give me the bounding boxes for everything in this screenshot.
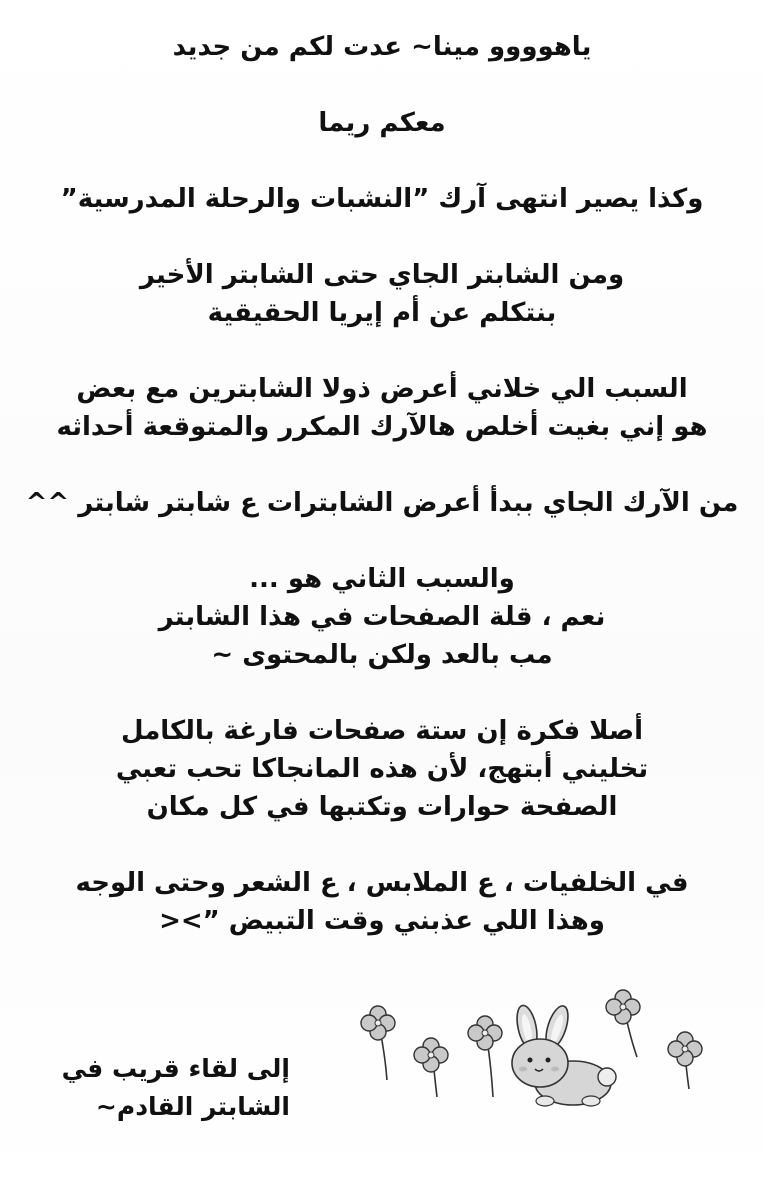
rabbit-clover-illustration <box>345 985 725 1125</box>
text-line: الصفحة حوارات وتكتبها في كل مكان <box>146 792 618 822</box>
clover-icon <box>361 1006 395 1080</box>
text-line: هو إني بغيت أخلص هالآرك المكرر والمتوقعة أحداثه <box>56 412 708 442</box>
text-line: أصلا فكرة إن ستة صفحات فارغة بالكامل <box>120 716 644 746</box>
message-body <box>0 28 764 940</box>
rabbit-icon <box>512 1003 616 1106</box>
text-line: وكذا يصير انتهى آرك ”النشبات والرحلة المدرسية” <box>60 184 704 214</box>
farewell-note <box>60 1050 290 1126</box>
text-line: وهذا اللي عذبني وقت التبيض ”>< <box>159 906 605 936</box>
text-line: ومن الشابتر الجاي حتى الشابتر الأخير <box>139 260 625 290</box>
text-line: ياهوووو مينا~ عدت لكم من جديد <box>172 32 592 62</box>
text-line: والسبب الثاني هو ... <box>249 564 515 594</box>
farewell-line: الشابتر القادم~ <box>95 1092 290 1121</box>
text-line: من الآرك الجاي ببدأ أعرض الشابترات ع شابتر شابتر ^^ <box>25 488 739 518</box>
clover-icon <box>668 1032 702 1089</box>
text-line: معكم ريما <box>318 108 446 138</box>
clover-icon <box>414 1038 448 1097</box>
clover-icon <box>468 1016 502 1097</box>
text-line: السبب الي خلاني أعرض ذولا الشابترين مع بعض <box>76 374 688 404</box>
clover-icon <box>606 990 640 1057</box>
text-line: مب بالعد ولكن بالمحتوى ~ <box>211 640 553 670</box>
text-line: نعم ، قلة الصفحات في هذا الشابتر <box>158 602 606 632</box>
text-line: بنتكلم عن أم إيريا الحقيقية <box>207 298 557 328</box>
text-line: تخليني أبتهج، لأن هذه المانجاكا تحب تعبي <box>115 754 649 784</box>
farewell-line: إلى لقاء قريب في <box>61 1054 290 1083</box>
text-line: في الخلفيات ، ع الملابس ، ع الشعر وحتى الوجه <box>75 868 689 898</box>
